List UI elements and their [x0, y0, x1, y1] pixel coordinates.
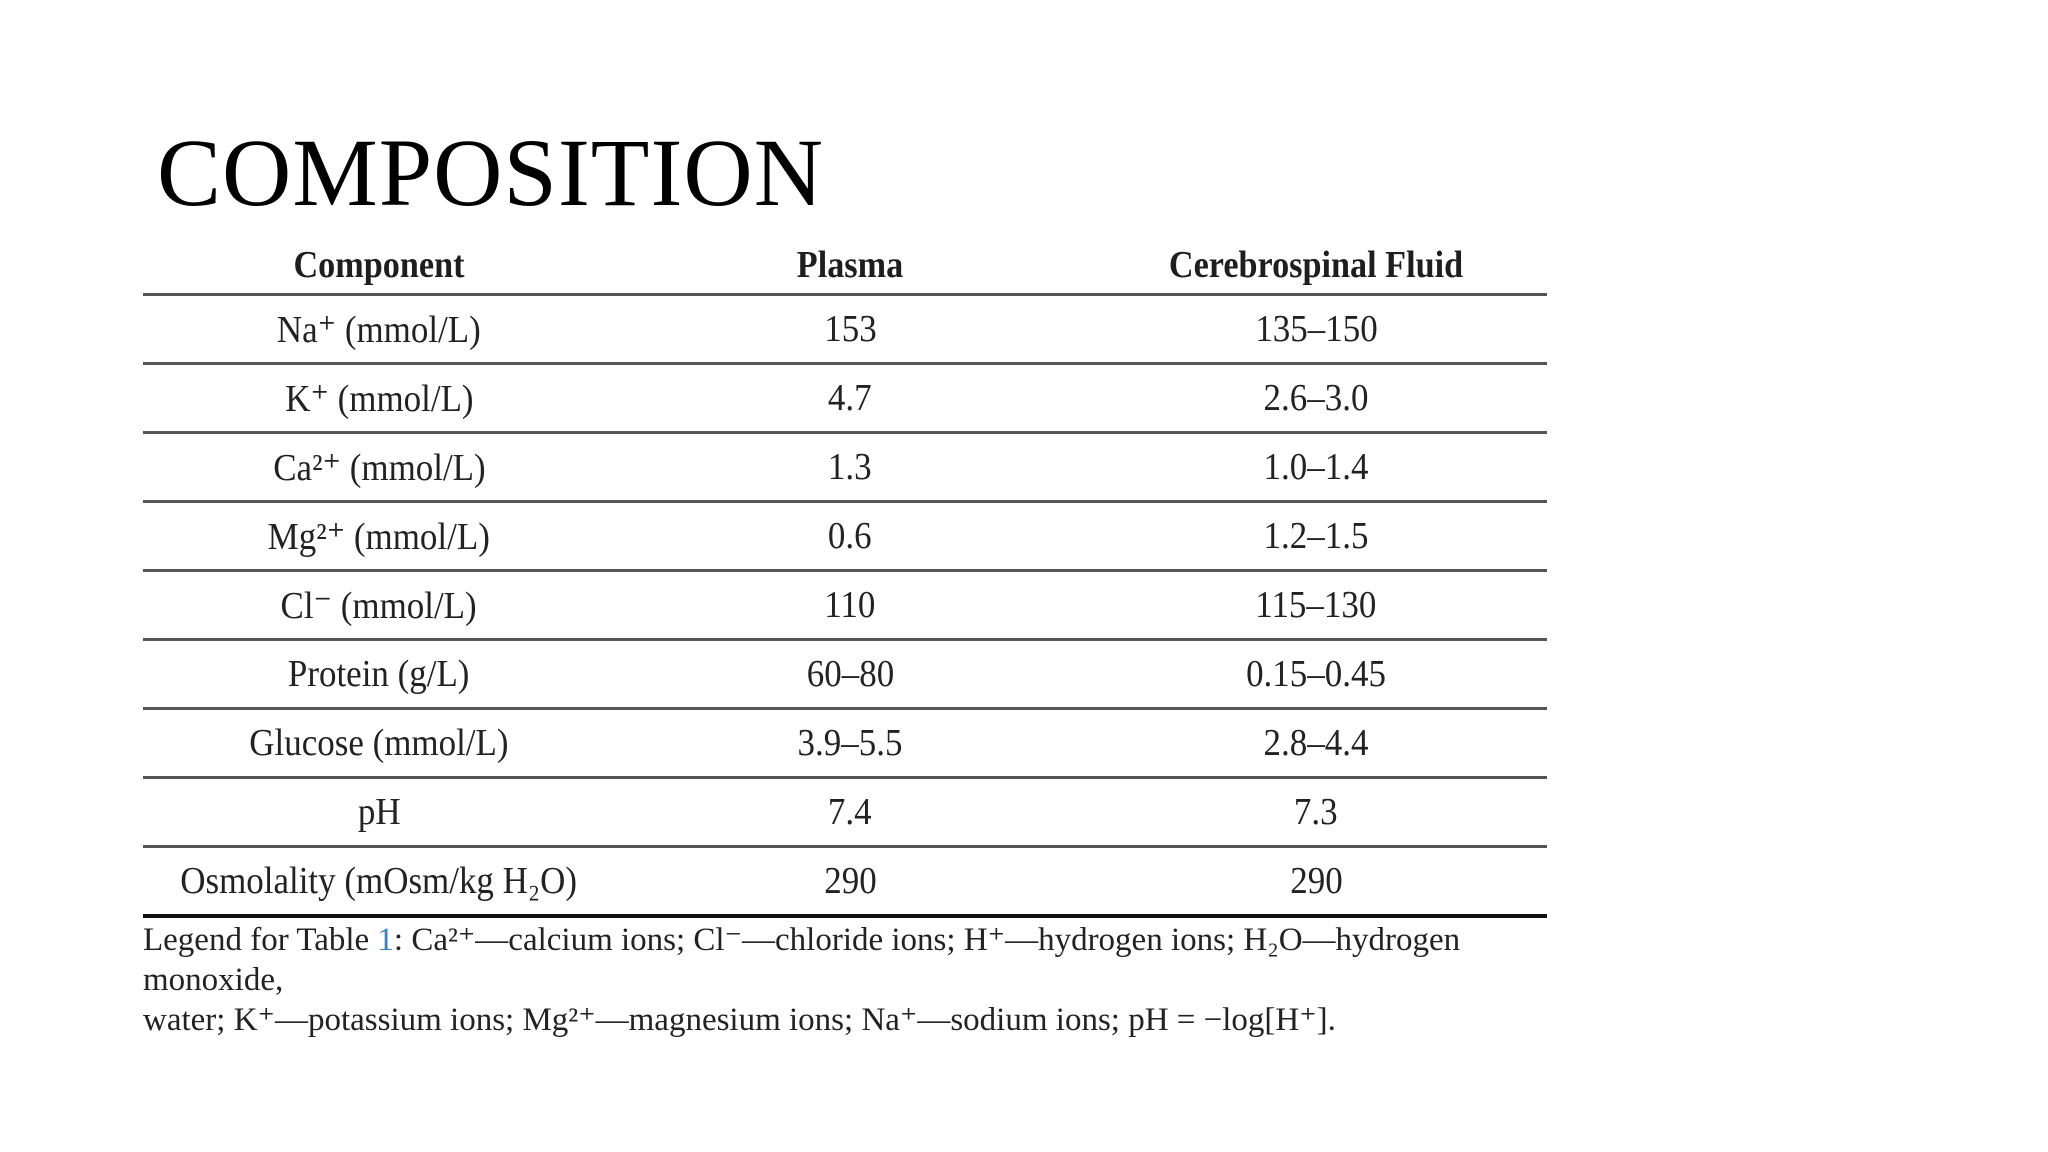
table-row	[143, 709, 1547, 778]
plasma-value: 3.9–5.5	[797, 722, 903, 764]
plasma-value: 1.3	[828, 446, 872, 488]
plasma-cell	[615, 364, 1085, 433]
component-cell	[143, 364, 615, 433]
csf-value: 7.3	[1294, 791, 1338, 833]
csf-value: 290	[1289, 860, 1343, 902]
csf-cell	[1085, 778, 1547, 847]
csf-value: 115–130	[1255, 584, 1377, 626]
csf-cell	[1085, 295, 1547, 364]
component-cell	[143, 640, 615, 709]
plasma-cell	[615, 433, 1085, 502]
csf-value: 0.15–0.45	[1246, 653, 1386, 695]
plasma-value: 0.6	[828, 515, 872, 557]
csf-cell	[1085, 502, 1547, 571]
plasma-value: 110	[824, 584, 876, 626]
table-row	[143, 640, 1547, 709]
header-component: Component	[167, 236, 592, 295]
table-row	[143, 847, 1547, 917]
component-text: Na⁺ (mmol/L)	[277, 308, 481, 351]
component-cell	[143, 571, 615, 640]
component-text: Protein (g/L)	[288, 653, 470, 695]
component-cell	[143, 433, 615, 502]
csf-value: 1.0–1.4	[1263, 446, 1369, 488]
plasma-cell	[615, 502, 1085, 571]
table-row	[143, 571, 1547, 640]
table-reference-link[interactable]: 1	[377, 922, 394, 958]
table-row	[143, 502, 1547, 571]
csf-value: 2.8–4.4	[1263, 722, 1369, 764]
table-legend	[143, 920, 1573, 1040]
csf-cell	[1085, 847, 1547, 917]
header-plasma: Plasma	[639, 236, 1062, 295]
plasma-cell	[615, 709, 1085, 778]
plasma-cell	[615, 778, 1085, 847]
table-row	[143, 295, 1547, 364]
csf-value: 135–150	[1254, 308, 1378, 350]
component-cell	[143, 502, 615, 571]
component-text: Glucose (mmol/L)	[249, 722, 509, 764]
component-text: Cl⁻ (mmol/L)	[280, 584, 478, 627]
component-cell	[143, 778, 615, 847]
plasma-cell	[615, 571, 1085, 640]
plasma-value: 153	[823, 308, 877, 350]
composition-table	[143, 236, 1547, 918]
plasma-value: 60–80	[806, 653, 894, 695]
csf-cell	[1085, 571, 1547, 640]
legend-text: : Ca²⁺—calcium ions; Cl⁻—chloride ions; H⁺—hydrogen ions; H₂O—hydrogen monoxide, water; K⁺—potassium ions; Mg²⁺—magnesium ions; Na⁺—sodium ions; pH = −log[H⁺].	[143, 922, 1461, 1038]
component-cell	[143, 295, 615, 364]
plasma-cell	[615, 847, 1085, 917]
csf-cell	[1085, 433, 1547, 502]
table-header-row	[143, 236, 1547, 295]
csf-value: 2.6–3.0	[1263, 377, 1369, 419]
legend-prefix: Legend for Table	[143, 922, 378, 958]
component-text: Ca²⁺ (mmol/L)	[272, 446, 486, 489]
component-text: K⁺ (mmol/L)	[284, 377, 474, 420]
csf-cell	[1085, 709, 1547, 778]
table-row	[143, 364, 1547, 433]
csf-value: 1.2–1.5	[1263, 515, 1369, 557]
component-text: Mg²⁺ (mmol/L)	[267, 515, 491, 558]
table-row	[143, 433, 1547, 502]
component-cell	[143, 847, 615, 917]
csf-cell	[1085, 640, 1547, 709]
composition-table-container	[143, 236, 1547, 918]
table-row	[143, 778, 1547, 847]
component-text: pH	[357, 791, 401, 833]
component-cell	[143, 709, 615, 778]
plasma-cell	[615, 295, 1085, 364]
plasma-value: 7.4	[828, 791, 872, 833]
plasma-value: 290	[823, 860, 877, 902]
csf-cell	[1085, 364, 1547, 433]
slide-title: COMPOSITION	[157, 119, 825, 226]
header-csf: Cerebrospinal Fluid	[1108, 236, 1524, 295]
component-text: Osmolality (mOsm/kg H₂O)	[180, 860, 578, 902]
plasma-cell	[615, 640, 1085, 709]
plasma-value: 4.7	[828, 377, 872, 419]
